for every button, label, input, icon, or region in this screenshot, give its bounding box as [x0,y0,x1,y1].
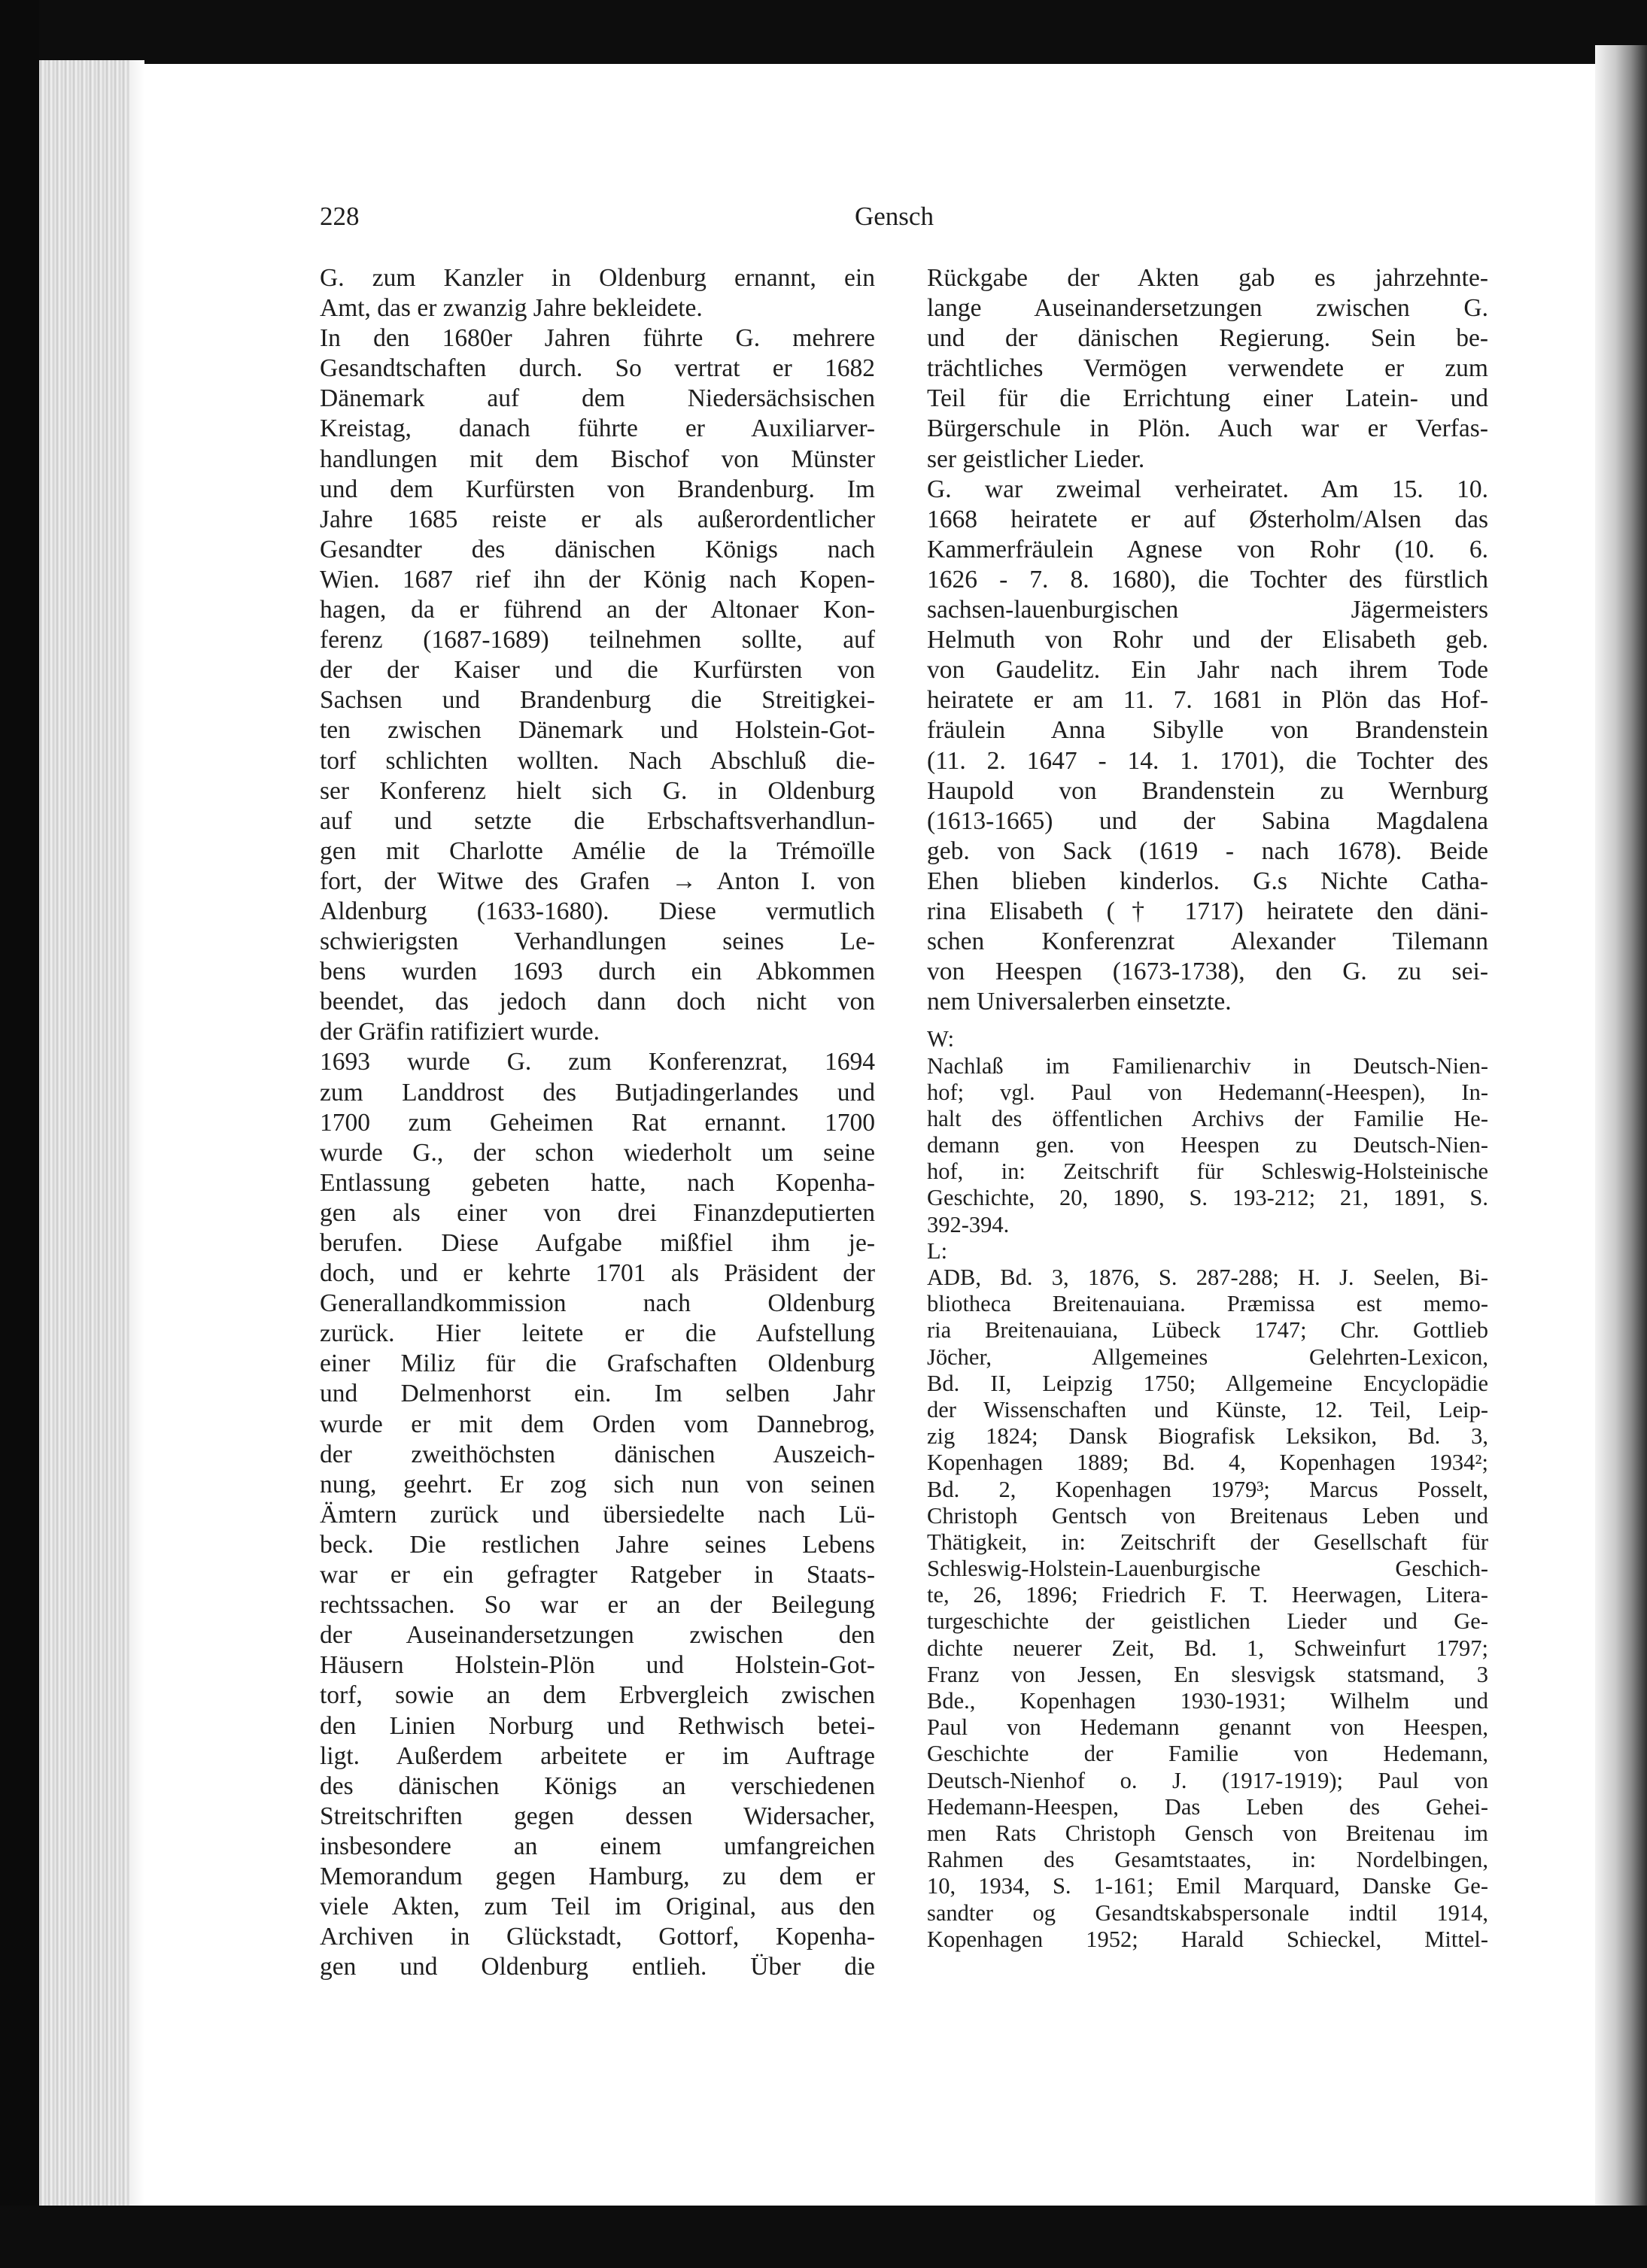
source-line: halt des öffentlichen Archivs der Familie He- [927,1105,1488,1131]
text-line: des dänischen Königs an verschiedenen [320,1772,875,1800]
source-line: dichte neuerer Zeit, Bd. 1, Schweinfurt 1797; [927,1635,1488,1661]
biography-text [927,263,1488,1017]
text-line: und der dänischen Regierung. Sein be- [927,324,1488,353]
text-line: Generallandkommission nach Oldenburg [320,1289,875,1318]
source-line: Franz von Jessen, En slesvigsk statsmand, 3 [927,1661,1488,1687]
text-line: hagen, da er führend an der Altonaer Kon- [320,596,875,624]
source-line: hof; vgl. Paul von Hedemann(-Heespen), In- [927,1079,1488,1105]
source-line: Christoph Gentsch von Breitenaus Leben und [927,1502,1488,1529]
text-line: (1613-1665) und der Sabina Magdalena [927,806,1488,835]
text-line: Gesandter des dänischen Königs nach [320,535,875,563]
text-line: (11. 2. 1647 - 14. 1. 1701), die Tochter des [927,746,1488,775]
text-line: und dem Kurfürsten von Brandenburg. Im [320,475,875,503]
text-line: heiratete er am 11. 7. 1681 in Plön das Hof- [927,686,1488,715]
source-line: sandter og Gesandtskabspersonale indtil 1914, [927,1899,1488,1926]
source-line: 392-394. [927,1211,1010,1237]
text-line: zurück. Hier leitete er die Aufstellung [320,1319,875,1348]
source-line: Geschichte der Familie von Hedemann, [927,1741,1488,1767]
text-line: gen und Oldenburg entlieh. Über die [320,1953,875,1981]
text-line: zum Landdrost des Butjadingerlandes und [320,1078,875,1107]
text-line: berufen. Diese Aufgabe mißfiel ihm je- [320,1229,875,1257]
text-line: geb. von Sack (1619 - nach 1678). Beide [927,836,1488,865]
text-line: den Linien Norburg und Rethwisch betei- [320,1711,875,1740]
text-line: Jahre 1685 reiste er als außerordentlicher [320,505,875,533]
text-line: auf und setzte die Erbschaftsverhandlun- [320,806,875,835]
scan-border-bottom [0,2206,1647,2268]
text-line: handlungen mit dem Bischof von Münster [320,445,875,473]
source-line: 10, 1934, S. 1-161; Emil Marquard, Danske Ge- [927,1873,1488,1899]
text-line: Haupold von Brandenstein zu Wernburg [927,776,1488,805]
source-line: Bd. 2, Kopenhagen 1979³; Marcus Posselt, [927,1476,1488,1502]
source-line: Nachlaß im Familienarchiv in Deutsch-Nien- [927,1052,1488,1079]
text-line: 1693 wurde G. zum Konferenzrat, 1694 [320,1048,875,1076]
text-line: beendet, das jedoch dann doch nicht von [320,988,875,1016]
text-line: Dänemark auf dem Niedersächsischen [320,384,875,413]
text-line: gen mit Charlotte Amélie de la Trémoïlle [320,836,875,865]
text-line: viele Akten, zum Teil im Original, aus den [320,1893,875,1921]
source-line: te, 26, 1896; Friedrich F. T. Heerwagen, Litera- [927,1582,1488,1608]
text-line: ser Konferenz hielt sich G. in Oldenburg [320,776,875,805]
text-line: wurde er mit dem Orden vom Dannebrog, [320,1410,875,1438]
book-page-edges [39,60,144,2212]
text-line: 1626 - 7. 8. 1680), die Tochter des fürstlich [927,565,1488,594]
section-gap [927,1017,1488,1026]
text-line: wurde G., der schon wiederholt um seine [320,1138,875,1167]
source-line: Geschichte, 20, 1890, S. 193-212; 21, 1891, S. [927,1185,1488,1211]
text-line: von Heespen (1673-1738), den G. zu sei- [927,958,1488,986]
text-line: ligt. Außerdem arbeitete er im Auftrage [320,1741,875,1770]
source-line: zig 1824; Dansk Biografisk Leksikon, Bd. 3, [927,1423,1488,1450]
right-text-column [927,263,1488,1953]
text-line: 1700 zum Geheimen Rat ernannt. 1700 [320,1108,875,1137]
source-line: bliotheca Breitenauiana. Præmissa est memo- [927,1291,1488,1317]
left-text-column [320,263,875,1982]
source-line: Bd. II, Leipzig 1750; Allgemeine Encyclopädie [927,1370,1488,1396]
text-line: schwierigsten Verhandlungen seines Le- [320,928,875,956]
text-line: fort, der Witwe des Grafen → Anton I. von [320,867,875,895]
text-line: rechtssachen. So war er an der Beilegung [320,1591,875,1620]
text-line: Aldenburg (1633-1680). Diese vermutlich [320,897,875,925]
source-line: Kopenhagen 1952; Harald Schieckel, Mittel- [927,1926,1488,1952]
text-line: und Delmenhorst ein. Im selben Jahr [320,1380,875,1408]
text-line: G. zum Kanzler in Oldenburg ernannt, ein [320,264,875,292]
source-line: Kopenhagen 1889; Bd. 4, Kopenhagen 1934²; [927,1450,1488,1476]
text-line: Gesandtschaften durch. So vertrat er 1682 [320,354,875,383]
text-line: ten zwischen Dänemark und Holstein-Got- [320,716,875,745]
source-line: Deutsch-Nienhof o. J. (1917-1919); Paul von [927,1767,1488,1793]
text-line: der Gräfin ratifiziert wurde. [320,1018,600,1046]
text-line: schen Konferenzrat Alexander Tilemann [927,928,1488,956]
text-line: Archiven in Glückstadt, Gottorf, Kopenha- [320,1923,875,1951]
text-line: Streitschriften gegen dessen Widersacher, [320,1802,875,1830]
text-line: von Gaudelitz. Ein Jahr nach ihrem Tode [927,656,1488,685]
text-line: ferenz (1687-1689) teilnehmen sollte, auf [320,626,875,654]
text-line: Häusern Holstein-Plön und Holstein-Got- [320,1651,875,1680]
text-line: trächtliches Vermögen verwendete er zum [927,354,1488,383]
text-line: torf schlichten wollten. Nach Abschluß die- [320,746,875,775]
text-line: torf, sowie an dem Erbvergleich zwischen [320,1681,875,1710]
text-line: Sachsen und Brandenburg die Streitigkei- [320,686,875,715]
scan-border-top [0,0,1647,64]
text-line: lange Auseinandersetzungen zwischen G. [927,294,1488,323]
text-line: Ämtern zurück und übersiedelte nach Lü- [320,1500,875,1529]
text-line: Memorandum gegen Hamburg, zu dem er [320,1862,875,1890]
text-line: sachsen-lauenburgischen Jägermeisters [927,596,1488,624]
source-line: Paul von Hedemann genannt von Heespen, [927,1714,1488,1741]
text-line: 1668 heiratete er auf Østerholm/Alsen das [927,505,1488,533]
text-line: war er ein gefragter Ratgeber in Staats- [320,1561,875,1589]
text-line: nung, geehrt. Er zog sich nun von seinen [320,1470,875,1498]
text-line: doch, und er kehrte 1701 als Präsident der [320,1259,875,1288]
text-line: G. war zweimal verheiratet. Am 15. 10. [927,475,1488,503]
text-line: Kammerfräulein Agnese von Rohr (10. 6. [927,535,1488,563]
source-line: ADB, Bd. 3, 1876, S. 287-288; H. J. Seelen, Bi- [927,1265,1488,1291]
text-line: gen als einer von drei Finanzdeputierten [320,1198,875,1227]
source-line: demann gen. von Heespen zu Deutsch-Nien- [927,1132,1488,1158]
source-line: W: [927,1026,955,1052]
source-line: hof, in: Zeitschrift für Schleswig-Holsteinische [927,1158,1488,1185]
source-line: ria Breitenauiana, Lübeck 1747; Chr. Gottlieb [927,1317,1488,1343]
text-line: fräulein Anna Sibylle von Brandenstein [927,716,1488,745]
text-line: der zweithöchsten dänischen Auszeich- [320,1440,875,1468]
source-line: Thätigkeit, in: Zeitschrift der Gesellschaft für [927,1529,1488,1555]
text-line: Entlassung gebeten hatte, nach Kopenha- [320,1168,875,1197]
text-line: insbesondere an einem umfangreichen [320,1832,875,1860]
source-line: Jöcher, Allgemeines Gelehrten-Lexicon, [927,1343,1488,1370]
text-line: Ehen blieben kinderlos. G.s Nichte Catha- [927,867,1488,895]
source-line: Schleswig-Holstein-Lauenburgische Geschich- [927,1556,1488,1582]
source-line: turgeschichte der geistlichen Lieder und Ge- [927,1608,1488,1635]
text-line: Bürgerschule in Plön. Auch war er Verfas- [927,414,1488,443]
source-line: men Rats Christoph Gensch von Breitenau im [927,1820,1488,1846]
text-line: beck. Die restlichen Jahre seines Lebens [320,1530,875,1559]
sources-literature-block [927,1026,1488,1953]
source-line: L: [927,1237,948,1264]
text-line: Helmuth von Rohr und der Elisabeth geb. [927,626,1488,654]
text-line: Wien. 1687 rief ihn der König nach Kopen- [320,565,875,594]
running-title: Gensch [855,202,934,231]
book-gutter-shadow [1595,45,1647,2212]
text-line: der Auseinandersetzungen zwischen den [320,1621,875,1650]
source-line: Bde., Kopenhagen 1930-1931; Wilhelm und [927,1688,1488,1714]
text-line: einer Miliz für die Grafschaften Oldenburg [320,1350,875,1378]
text-line: ser geistlicher Lieder. [927,445,1145,473]
text-line: Rückgabe der Akten gab es jahrzehnte- [927,264,1488,292]
scan-border-left [0,0,39,2268]
text-line: Kreistag, danach führte er Auxiliarver- [320,414,875,443]
source-line: der Wissenschaften und Künste, 12. Teil, Leip- [927,1396,1488,1422]
text-line: rina Elisabeth († 1717) heiratete den däni- [927,897,1488,925]
text-line: nem Universalerben einsetzte. [927,988,1232,1016]
source-line: Hedemann-Heespen, Das Leben des Gehei- [927,1793,1488,1820]
text-line: bens wurden 1693 durch ein Abkommen [320,958,875,986]
text-line: Teil für die Errichtung einer Latein- und [927,384,1488,413]
page-number: 228 [320,202,360,231]
text-line: In den 1680er Jahren führte G. mehrere [320,324,875,353]
text-line: der der Kaiser und die Kurfürsten von [320,656,875,685]
text-line: Amt, das er zwanzig Jahre bekleidete. [320,294,703,323]
source-line: Rahmen des Gesamtstaates, in: Nordelbingen, [927,1847,1488,1873]
